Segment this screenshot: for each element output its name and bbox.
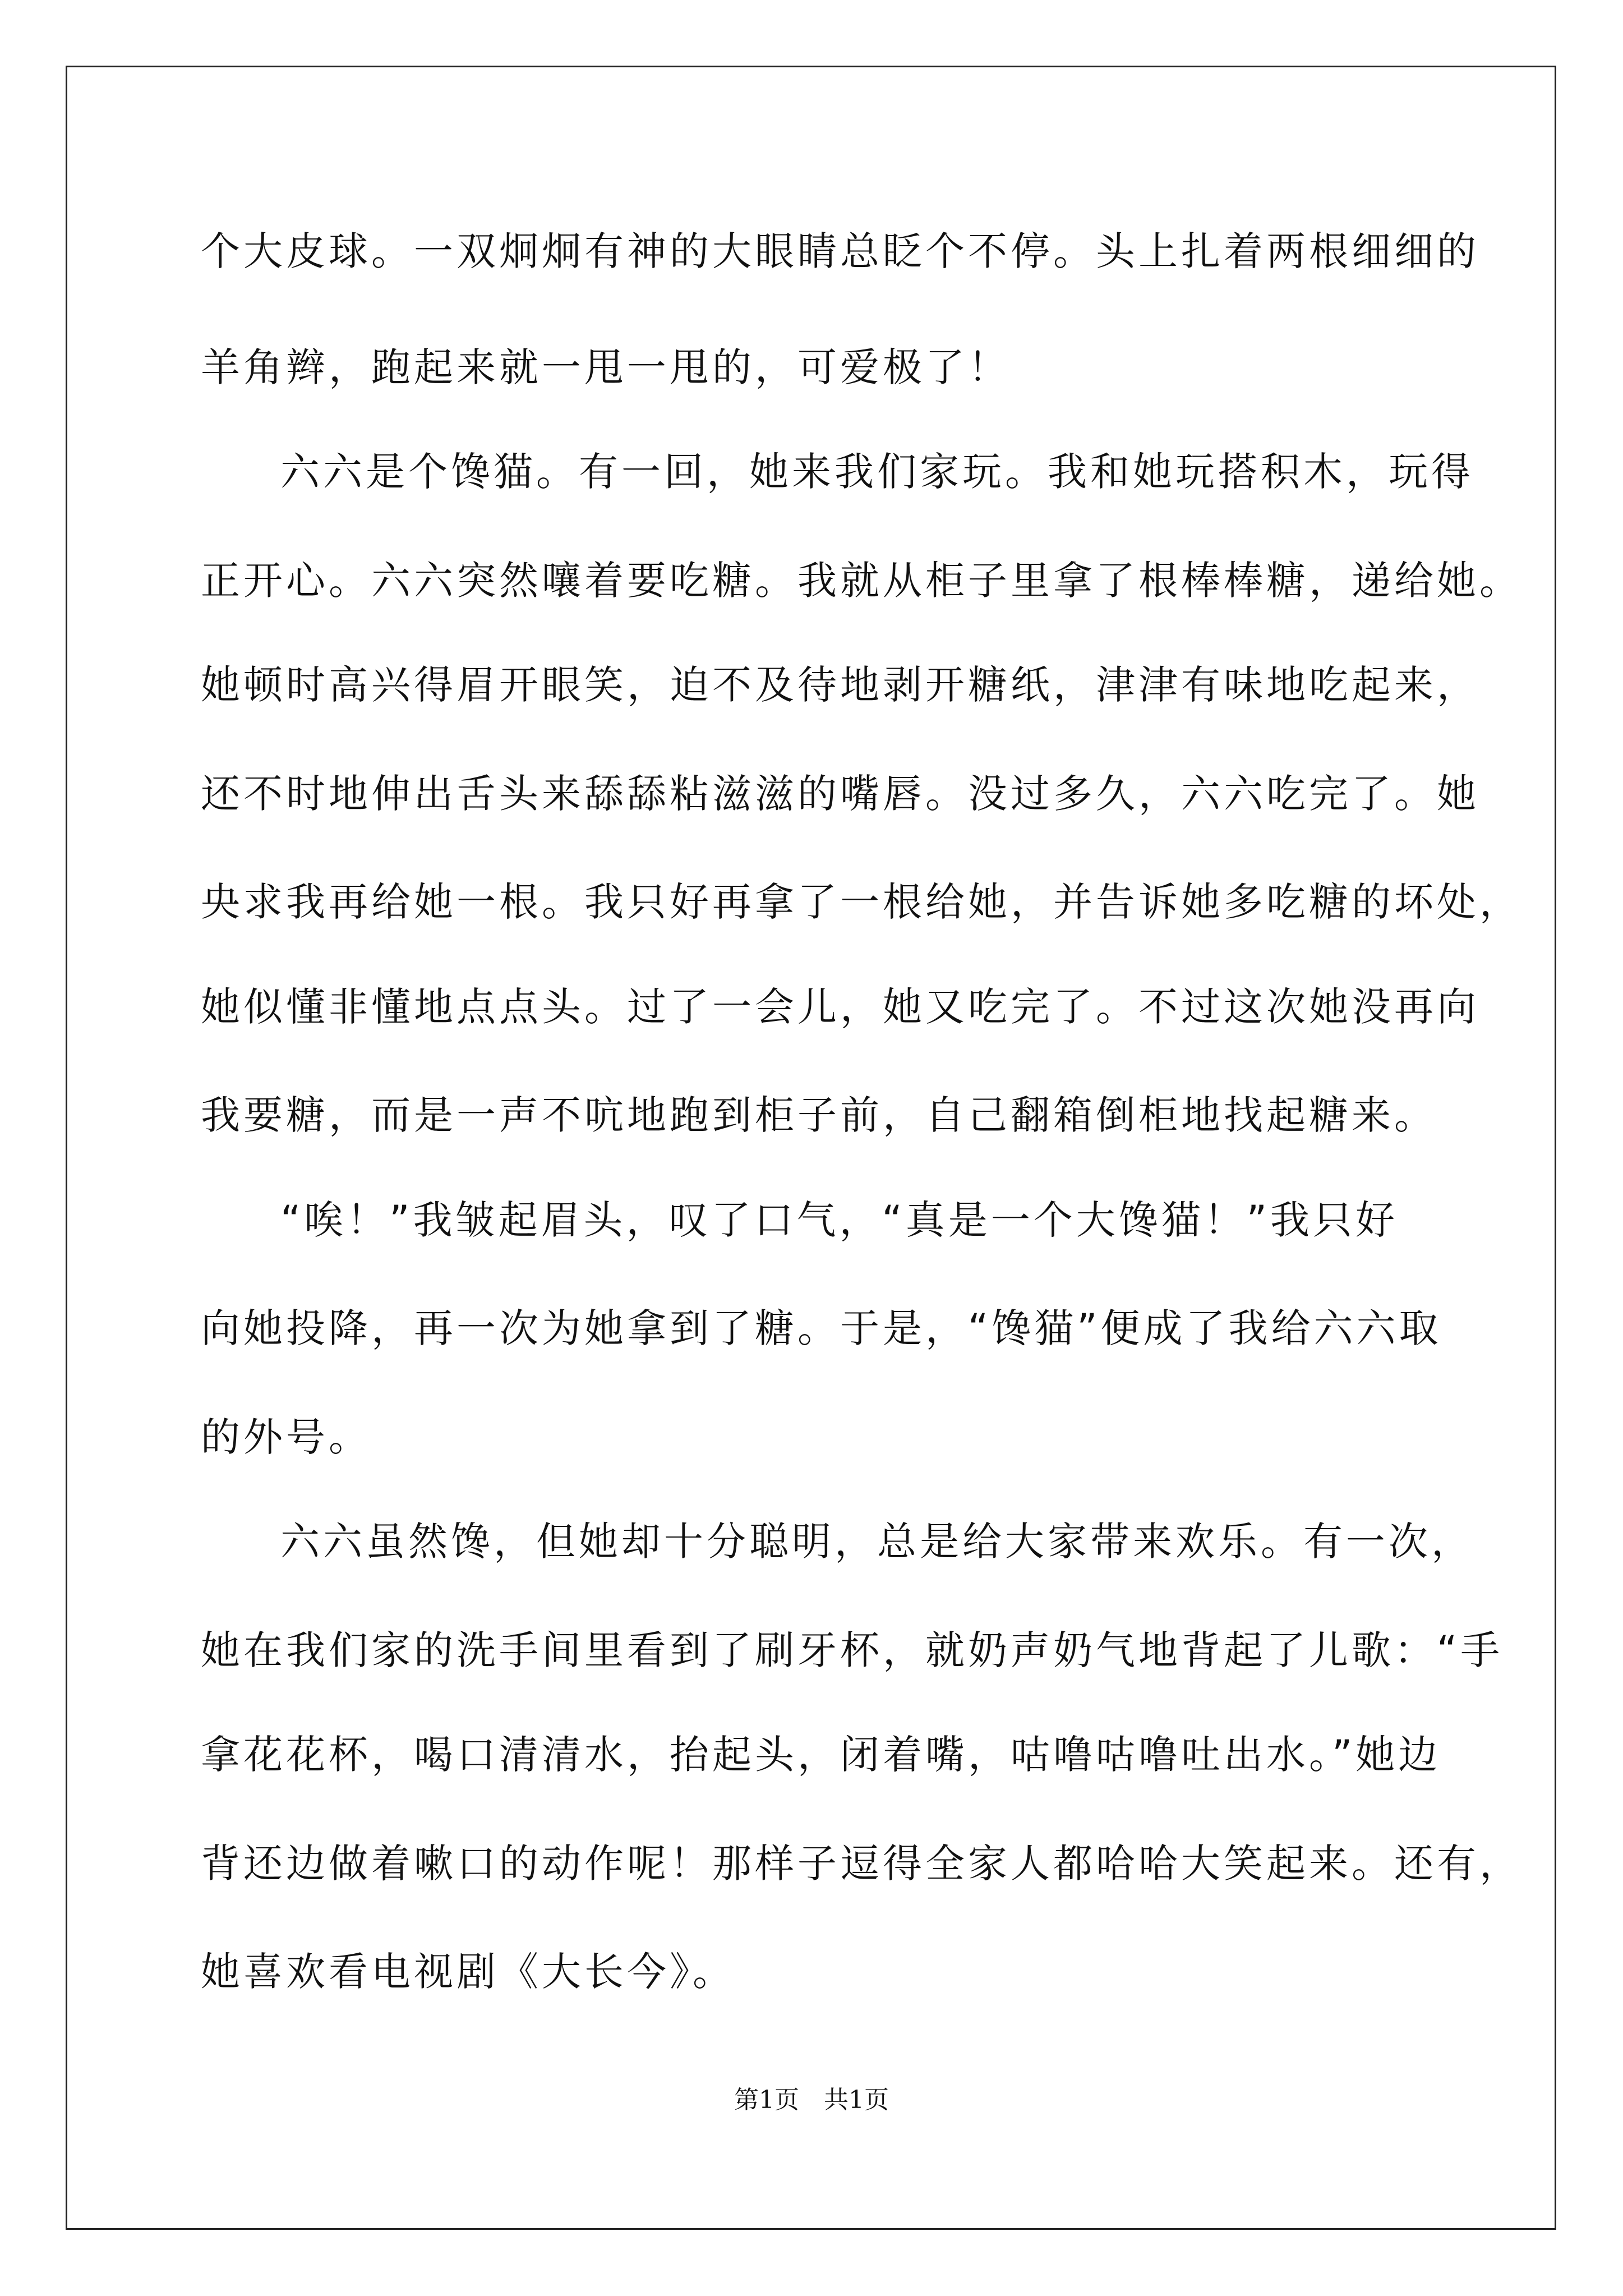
body-text-line: 个大皮球。一双炯炯有神的大眼睛总眨个不停。头上扎着两根细细的 bbox=[201, 228, 1479, 274]
body-text-line: 她顿时高兴得眉开眼笑，迫不及待地剥开糖纸，津津有味地吃起来， bbox=[201, 662, 1479, 708]
body-text-line: 拿花花杯，喝口清清水，抬起头，闭着嘴，咕噜咕噜吐出水。”她边 bbox=[201, 1732, 1441, 1778]
body-text-line: 央求我再给她一根。我只好再拿了一根给她，并告诉她多吃糖的坏处， bbox=[201, 879, 1522, 925]
body-text-line: 我要糖，而是一声不吭地跑到柜子前，自己翻箱倒柜地找起糖来。 bbox=[201, 1092, 1437, 1138]
body-text-line: 六六是个馋猫。有一回，她来我们家玩。我和她玩搭积木，玩得 bbox=[280, 449, 1474, 495]
body-text-line: 她在我们家的洗手间里看到了刷牙杯，就奶声奶气地背起了儿歌：“手 bbox=[201, 1627, 1504, 1673]
body-text-line: 六六虽然馋，但她却十分聪明，总是给大家带来欢乐。有一次， bbox=[280, 1519, 1474, 1565]
page-number-footer: 第1页 共1页 bbox=[734, 2086, 889, 2114]
body-text-line: 的外号。 bbox=[201, 1414, 371, 1460]
body-text-line: 她似懂非懂地点点头。过了一会儿，她又吃完了。不过这次她没再向 bbox=[201, 984, 1479, 1030]
body-text-line: 还不时地伸出舌头来舔舔粘滋滋的嘴唇。没过多久，六六吃完了。她 bbox=[201, 771, 1479, 817]
body-text-line: 正开心。六六突然嚷着要吃糖。我就从柜子里拿了根棒棒糖，递给她。 bbox=[201, 558, 1522, 604]
body-text-line: 她喜欢看电视剧《大长今》。 bbox=[201, 1949, 735, 1995]
body-text-line: 背还边做着嗽口的动作呢！那样子逗得全家人都哈哈大笑起来。还有， bbox=[201, 1841, 1522, 1887]
body-text-line: 向她投降，再一次为她拿到了糖。于是，“馋猫”便成了我给六六取 bbox=[201, 1305, 1442, 1351]
body-text-line: “唉！”我皱起眉头，叹了口气，“真是一个大馋猫！”我只好 bbox=[280, 1197, 1399, 1243]
body-text-line: 羊角辫，跑起来就一甩一甩的，可爱极了！ bbox=[201, 344, 1011, 390]
